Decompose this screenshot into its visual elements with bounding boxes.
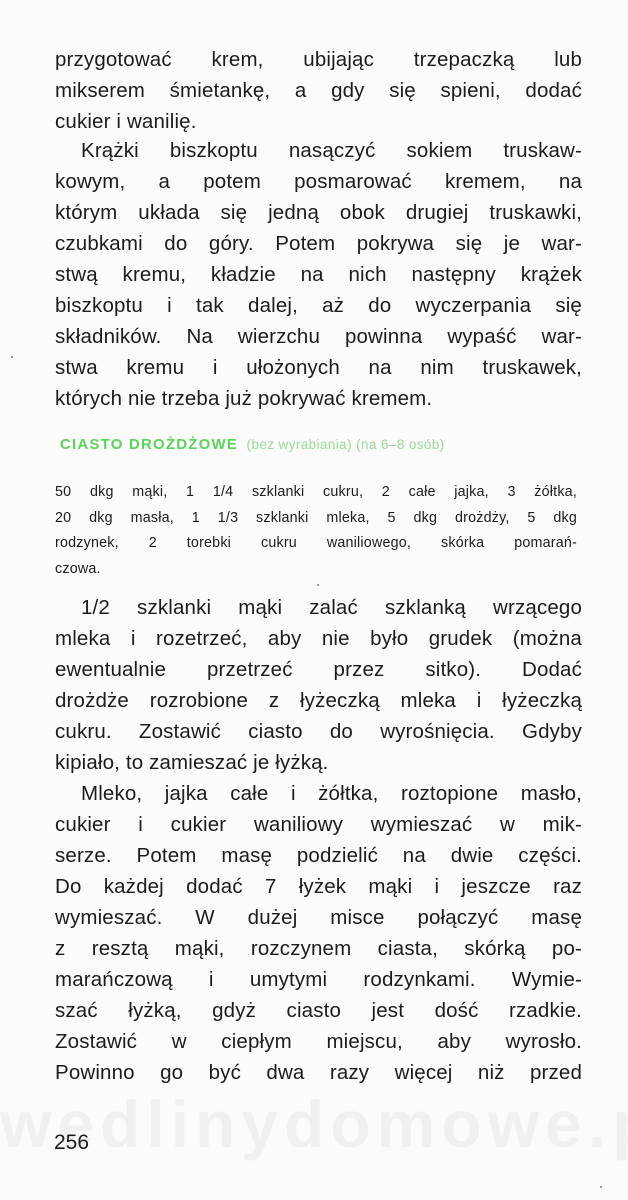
text-line: Zostawić w ciepłym miejscu, aby wyrosło. [55,1030,582,1053]
text-line: biszkoptu i tak dalej, aż do wyczerpania się [55,294,582,317]
text-line: którym układa się jedną obok drugiej truskawki, [55,201,582,224]
page-number: 256 [54,1131,90,1154]
text-line: których nie trzeba już pokrywać kremem. [55,387,433,410]
text-line: składników. Na wierzchu powinna wypaść war- [55,325,582,348]
text-line: cukru. Zostawić ciasto do wyrośnięcia. Gdyby [55,720,582,743]
ingredient-line: 50 dkg mąki, 1 1/4 szklanki cukru, 2 całe jajka, 3 żółtka, [55,484,577,500]
text-line: stwą kremu, kładzie na nich następny krążek [55,263,582,286]
text-line: kowym, a potem posmarować kremem, na [55,170,582,193]
text-line: wymieszać. W dużej misce połączyć masę [55,906,582,929]
text-line: mikserem śmietankę, a gdy się spieni, dodać [55,79,582,102]
text-line: stwa kremu i ułożonych na nim truskawek, [55,356,582,379]
text-line: Do każdej dodać 7 łyżek mąki i jeszcze raz [55,875,582,898]
watermark [0,1084,628,1164]
text-line: cukier i cukier waniliowy wymieszać w mik- [55,813,582,836]
print-speck [317,584,319,586]
text-line: serze. Potem masę podzielić na dwie części. [55,844,582,867]
print-speck [600,1186,602,1188]
text-line: ewentualnie przetrzeć przez sitko). Dodać [55,658,582,681]
text-line: przygotować krem, ubijając trzepaczką lub [55,48,582,71]
text-line: 1/2 szklanki mąki zalać szklanką wrzącego [81,596,582,619]
print-speck [11,356,13,358]
text-line: czubkami do góry. Potem pokrywa się je war- [55,232,582,255]
text-line: z resztą mąki, rozczynem ciasta, skórką po- [55,937,582,960]
text-line: drożdże rozrobione z łyżeczką mleka i łyżeczką [55,689,582,712]
text-line: marańczową i umytymi rodzynkami. Wymie- [55,968,582,991]
text-line: cukier i wanilię. [55,110,197,133]
text-line: Mleko, jajka całe i żółtka, roztopione masło, [81,782,582,805]
recipe-subtitle: (bez wyrabiania) (na 6–8 osób) [246,437,445,452]
ingredient-line: rodzynek, 2 torebki cukru waniliowego, skórka pomarań- [55,535,577,551]
text-line: szać łyżką, gdyż ciasto jest dość rzadkie. [55,999,582,1022]
text-line: kipiało, to zamieszać je łyżką. [55,751,329,774]
paragraph-yeast-starter [55,592,582,778]
text-line: mleka i rozetrzeć, aby nie było grudek (można [55,627,582,650]
ingredient-line: 20 dkg masła, 1 1/3 szklanki mleka, 5 dkg drożdży, 5 dkg [55,509,577,526]
recipe-heading [60,433,585,457]
paragraph-continuation [55,44,582,137]
ingredient-line: czowa. [55,560,101,577]
recipe-title: CIASTO DROŻDŻOWE [60,436,239,453]
text-line: Powinno go być dwa razy więcej niż przed [55,1061,582,1084]
ingredients-list [55,480,577,582]
paragraph-assembly [55,135,582,414]
text-line: Krążki biszkoptu nasączyć sokiem truskaw- [81,139,582,162]
paragraph-mixing [55,778,582,1088]
